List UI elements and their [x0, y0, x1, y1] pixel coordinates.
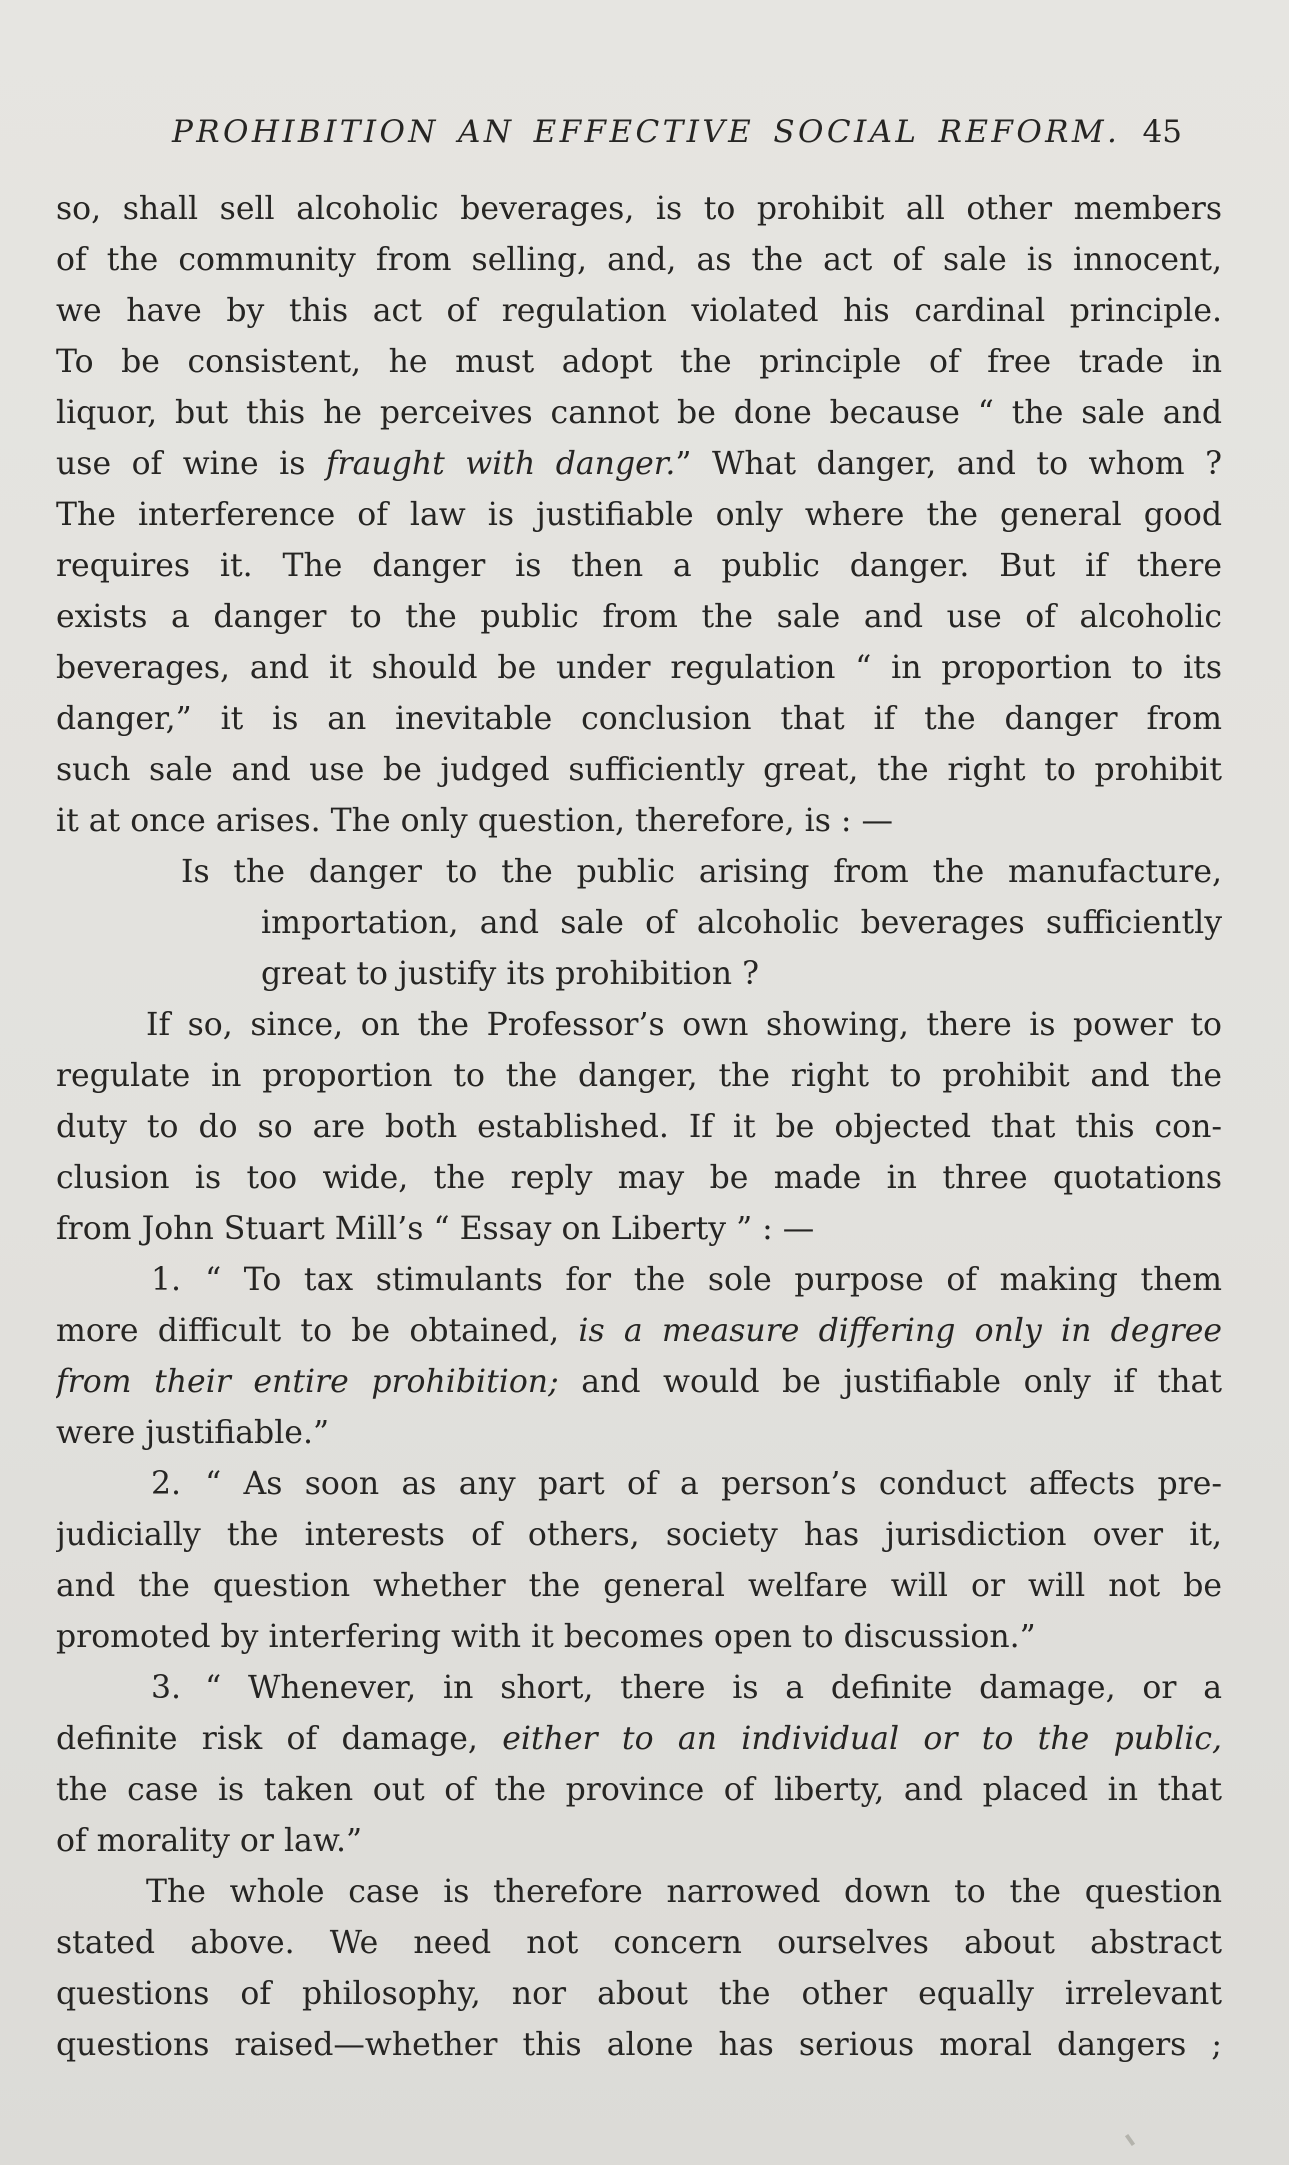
- text-line: the case is taken out of the province of liberty, and placed in that: [56, 1772, 1222, 1808]
- text-run: “ As soon as any part of a person’s conduct affects pre-: [205, 1466, 1222, 1502]
- text-run: “ Whenever, in short, there is a definite damage, or a: [205, 1670, 1222, 1706]
- text-line: we have by this act of regulation violated his cardinal principle.: [56, 293, 1222, 329]
- text-line: from John Stuart Mill’s “ Essay on Liberty ” : —: [56, 1211, 815, 1247]
- italic-run: is a measure differing only in degree: [578, 1313, 1222, 1349]
- text-run: more difficult to be obtained,: [56, 1313, 579, 1349]
- text-line: duty to do so are both established. If it be objected that this con-: [56, 1109, 1222, 1145]
- text-line: regulate in proportion to the danger, the right to prohibit and the: [56, 1058, 1222, 1094]
- body-text: [56, 184, 1222, 2071]
- text-line: of morality or law.”: [56, 1823, 363, 1859]
- text-line: liquor, but this he perceives cannot be done because “ the sale and: [56, 395, 1222, 431]
- quotation-item-1: [56, 1255, 1222, 1459]
- item-number: 3.: [151, 1670, 182, 1706]
- text-line: promoted by interfering with it becomes open to discussion.”: [56, 1619, 1036, 1655]
- quotation-item-3: [56, 1663, 1222, 1867]
- italic-run: from their entire prohibition;: [56, 1364, 559, 1400]
- text-line: and the question whether the general welfare will or will not be: [56, 1568, 1222, 1604]
- text-line: questions of philosophy, nor about the other equally irrelevant: [56, 1976, 1222, 2012]
- text-run: use of wine is: [56, 446, 326, 482]
- text-line-mixed: [56, 1357, 1222, 1408]
- text-line: [56, 1255, 1222, 1306]
- running-head: [172, 114, 1182, 164]
- item-number: 2.: [151, 1466, 182, 1502]
- text-run: and would be justifiable only if that: [558, 1364, 1222, 1400]
- text-line: stated above. We need not concern ourselves about abstract: [56, 1925, 1222, 1961]
- block-quote: [56, 847, 1222, 1000]
- quote-line: great to justify its prohibition ?: [261, 956, 759, 992]
- text-line: questions raised—whether this alone has serious moral dangers ;: [56, 2027, 1222, 2063]
- text-line: The interference of law is justifiable only where the general good: [56, 497, 1222, 533]
- text-line: [56, 1459, 1222, 1510]
- quote-line: importation, and sale of alcoholic beverages sufficiently: [261, 905, 1222, 941]
- italic-run: either to an individual or to the public,: [502, 1721, 1222, 1757]
- italic-run: fraught with danger.: [325, 446, 676, 482]
- text-line-mixed: [56, 439, 1222, 490]
- text-line: exists a danger to the public from the sale and use of alcoholic: [56, 599, 1222, 635]
- text-run: ” What danger, and to whom ?: [675, 446, 1222, 482]
- text-line-mixed: [56, 1306, 1222, 1357]
- paragraph-2: [56, 1000, 1222, 1255]
- paragraph-3: [56, 1867, 1222, 2071]
- text-line: If so, since, on the Professor’s own showing, there is power to: [146, 1007, 1222, 1043]
- text-line: danger,” it is an inevitable conclusion that if the danger from: [56, 701, 1222, 737]
- paper-mark: [1125, 2134, 1135, 2146]
- text-line: such sale and use be judged sufficiently great, the right to prohibit: [56, 752, 1222, 788]
- text-line: judicially the interests of others, society has jurisdiction over it,: [56, 1517, 1222, 1553]
- paragraph-1: [56, 184, 1222, 847]
- text-line: requires it. The danger is then a public danger. But if there: [56, 548, 1222, 584]
- text-line: so, shall sell alcoholic beverages, is to prohibit all other members: [56, 191, 1222, 227]
- text-line: were justifiable.”: [56, 1415, 330, 1451]
- text-line: The whole case is therefore narrowed down to the question: [146, 1874, 1222, 1910]
- quote-line: Is the danger to the public arising from the manufacture,: [181, 854, 1222, 890]
- text-line: To be consistent, he must adopt the principle of free trade in: [56, 344, 1222, 380]
- item-number: 1.: [151, 1262, 182, 1298]
- quotation-item-2: [56, 1459, 1222, 1663]
- text-line: it at once arises. The only question, therefore, is : —: [56, 803, 894, 839]
- text-line: beverages, and it should be under regulation “ in proportion to its: [56, 650, 1222, 686]
- text-run: definite risk of damage,: [56, 1721, 503, 1757]
- text-line: [56, 1663, 1222, 1714]
- running-title: PROHIBITION AN EFFECTIVE SOCIAL REFORM.: [172, 114, 1121, 150]
- text-line-mixed: [56, 1714, 1222, 1765]
- page-number: 45: [1142, 114, 1182, 150]
- text-line: clusion is too wide, the reply may be made in three quotations: [56, 1160, 1222, 1196]
- text-run: “ To tax stimulants for the sole purpose of making them: [205, 1262, 1222, 1298]
- text-line: of the community from selling, and, as the act of sale is innocent,: [56, 242, 1222, 278]
